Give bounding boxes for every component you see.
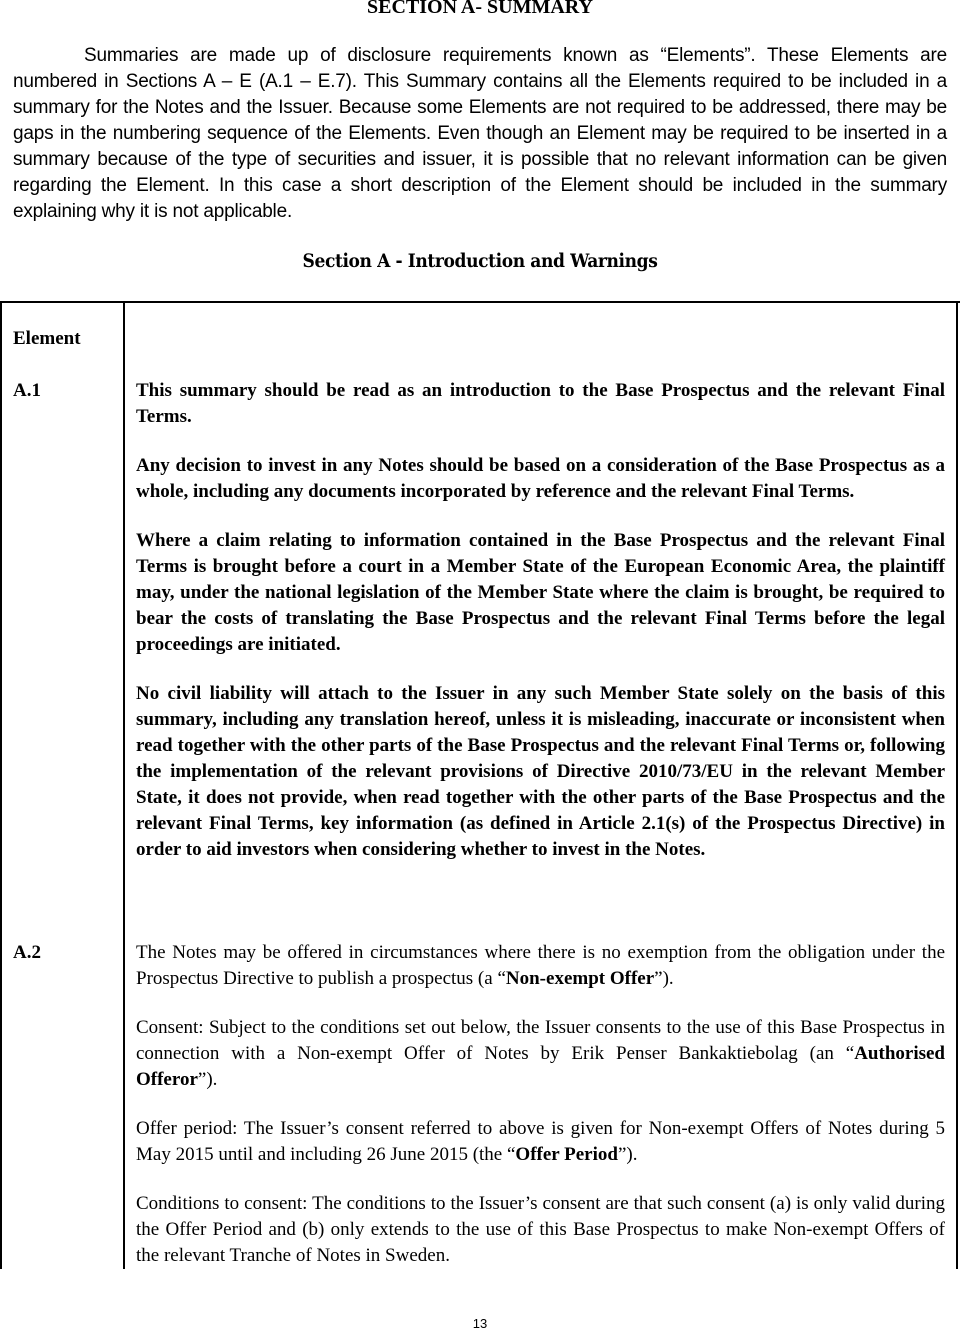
table-column-divider [123, 301, 125, 1269]
a1-paragraph: Any decision to invest in any Notes should be based on a consideration of the Base Prospectus as a whole, including any documents incorporated by reference and the relevant Final Terms. [136, 455, 945, 502]
a1-paragraph: This summary should be read as an introduction to the Base Prospectus and the relevant Final Terms. [136, 380, 945, 427]
element-id-a1: A.1 [13, 380, 41, 401]
element-a1-content [136, 378, 945, 886]
page-number: 13 [472, 1316, 488, 1331]
a2-paragraph: The Notes may be offered in circumstances where there is no exemption from the obligation under the Prospectus Directive to publish a prospectus (a “Non-exempt Offer”). [136, 942, 945, 989]
intro-text: Summaries are made up of disclosure requirements known as “Elements”. These Elements are numbered in Sections A – E (A.1 – E.7). This Summary contains all the Elements required to be included in a summary for the Notes and the Issuer. Because some Elements are not required to be addressed, there may be gaps in the numbering sequence of the Elements. Even though an Element may be required to be inserted in a summary because of the type of securities and issuer, it is possible that no relevant information can be given regarding the Element. In this case a short description of the Element should be included in the summary explaining why it is not applicable. [13, 45, 947, 222]
table-left-rule [0, 301, 2, 1269]
section-heading: Section A - Introduction and Warnings [302, 250, 658, 272]
element-column-header: Element [13, 328, 81, 349]
element-a2-content [136, 940, 945, 1292]
page-title: SECTION A- SUMMARY [367, 0, 593, 18]
a2-paragraph: Consent: Subject to the conditions set out below, the Issuer consents to the use of this Base Prospectus in connection with a Non-exempt Offer of Notes by Erik Penser Bankaktiebolag (an “Authorised Offeror”). [136, 1017, 945, 1090]
intro-paragraph [13, 43, 947, 225]
a2-paragraph: Offer period: The Issuer’s consent referred to above is given for Non-exempt Offers of Notes during 5 May 2015 until and including 26 June 2015 (the “Offer Period”). [136, 1118, 945, 1165]
a2-paragraph: Conditions to consent: The conditions to the Issuer’s consent are that such consent (a) is only valid during the Offer Period and (b) only extends to the use of this Base Prospectus to make Non-exempt Offers of the relevant Tranche of Notes in Sweden. [136, 1193, 945, 1266]
a1-paragraph: Where a claim relating to information contained in the Base Prospectus and the relevant Final Terms is brought before a court in a Member State of the European Economic Area, the plaintiff may, under the national legislation of the Member State where the claim is brought, be required to bear the costs of translating the Base Prospectus and the relevant Final Terms before the legal proceedings are initiated. [136, 530, 945, 655]
element-id-a2: A.2 [13, 942, 41, 963]
table-top-rule [0, 301, 960, 303]
table-right-rule [956, 301, 958, 1269]
a1-paragraph: No civil liability will attach to the Issuer in any such Member State solely on the basis of this summary, including any translation hereof, unless it is misleading, inaccurate or inconsistent when read together with the other parts of the Base Prospectus and the relevant Final Terms or, following the implementation of the relevant provisions of Directive 2010/73/EU in the relevant Member State, it does not provide, when read together with the other parts of the Base Prospectus and the relevant Final Terms, key information (as defined in Article 2.1(s) of the Prospectus Directive) in order to aid investors when considering whether to invest in the Notes. [136, 683, 945, 860]
